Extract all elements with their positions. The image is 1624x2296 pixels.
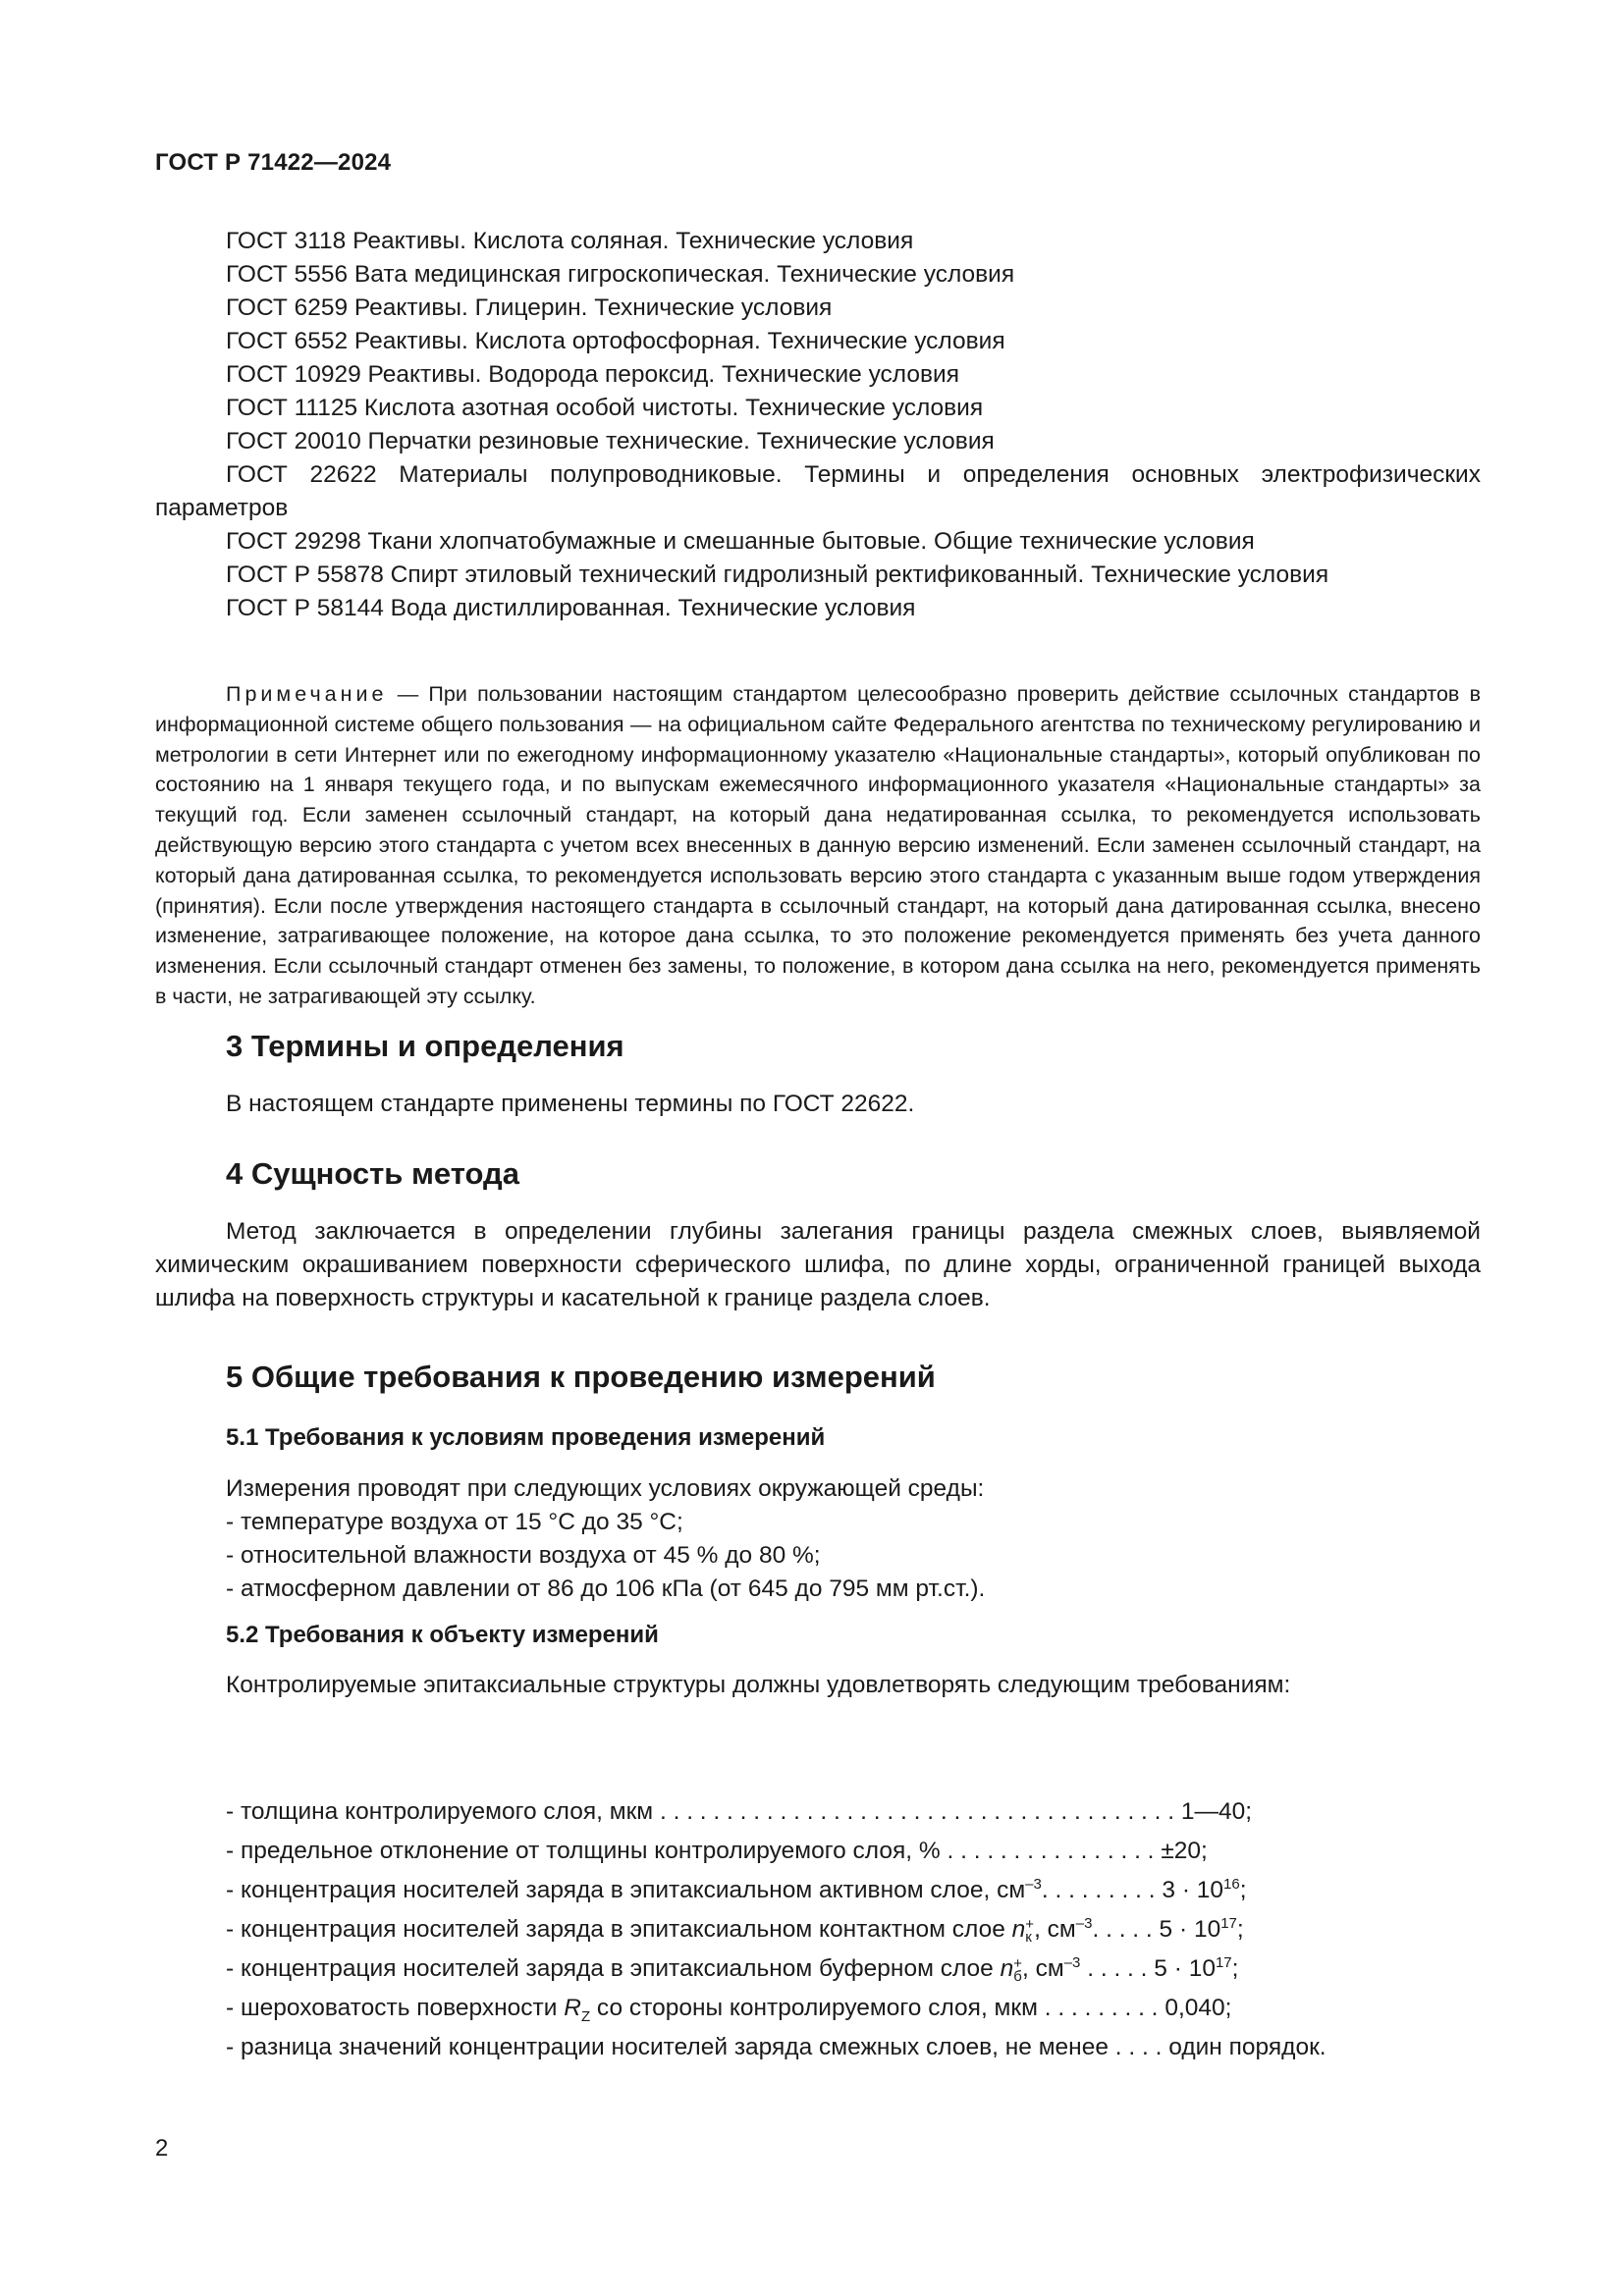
- requirement-row: - толщина контролируемого слоя, мкм . . . . . . . . . . . . . . . . . . . . . . . . . . . . . . . . . . . . . . . 1—40;: [226, 1798, 1253, 1825]
- requirement-value: 0,040;: [1164, 1995, 1232, 2021]
- note-label: Примечание: [226, 682, 388, 706]
- requirement-value: 3 · 10: [1162, 1877, 1224, 1903]
- dot-leader: . . . . .: [1092, 1916, 1160, 1943]
- reference-item: ГОСТ 5556 Вата медицинская гигроскопическая. Технические условия: [226, 261, 1015, 288]
- reference-item: ГОСТ Р 55878 Спирт этиловый технический гидролизный ректификованный. Технические условия: [226, 561, 1329, 588]
- reference-item: ГОСТ 22622 Материалы полупроводниковые. Термины и определения основных электрофизических параметров: [155, 461, 1481, 521]
- object-requirements-intro: Контролируемые эпитаксиальные структуры должны удовлетворять следующим требованиям:: [226, 1672, 1291, 1698]
- reference-item: ГОСТ 6259 Реактивы. Глицерин. Технические условия: [226, 294, 833, 321]
- dot-leader: . . . .: [1108, 2034, 1169, 2060]
- requirement-row: - разница значений концентрации носителей заряда смежных слоев, не менее . . . . один порядок.: [226, 2034, 1326, 2060]
- requirement-value: ±20;: [1161, 1838, 1208, 1864]
- note-text: — При пользовании настоящим стандартом целесообразно проверить действие ссылочных стандартов в информационной системе общего пользования — на официальном сайте Федерального агентства по техническому регулированию и метрологии в сети Интернет или по ежегодному информационному указателю «Национальные стандарты», который опубликован по состоянию на 1 января текущего года, и по выпускам ежемесячного информационного указателя «Национальные стандарты» за текущий год. Если заменен ссылочный стандарт, на который дана недатированная ссылка, то рекомендуется использовать действующую версию этого стандарта с учетом всех внесенных в данную версию изменений. Если заменен ссылочный стандарт, на который дана датированная ссылка, то рекомендуется использовать версию этого стандарта с указанным выше годом утверждения (принятия). Если после утверждения настоящего стандарта в ссылочный стандарт, на который дана датированная ссылка, внесено изменение, затрагивающее положение, на которое дана ссылка, то это положение рекомендуется применять без учета данного изменения. Если ссылочный стандарт отменен без замены, то положение, в котором дана ссылка на него, рекомендуется применять в части, не затрагивающей эту ссылку.: [155, 682, 1481, 1008]
- requirement-row: - концентрация носителей заряда в эпитаксиальном контактном слое n + к , $см^{-3}$. . . . . $5 \cdot 10^{17}$;: [226, 1914, 1244, 1946]
- reference-item: ГОСТ Р 58144 Вода дистиллированная. Технические условия: [226, 595, 916, 621]
- requirement-value: 5 · 10: [1159, 1916, 1221, 1943]
- section-4-text: Метод заключается в определении глубины залегания границы раздела смежных слоев, выявляемой химическим окрашиванием поверхности сферического шлифа, по длине хорды, ограниченной границей выхода шлифа на поверхность структуры и касательной к границе раздела слоев.: [155, 1218, 1481, 1311]
- condition-item: - относительной влажности воздуха от 45 % до 80 %;: [226, 1542, 821, 1569]
- reference-item: ГОСТ 20010 Перчатки резиновые технические. Технические условия: [226, 428, 995, 454]
- dot-leader: . . . . . . . . .: [1041, 1877, 1163, 1903]
- requirement-value: один порядок.: [1168, 2034, 1326, 2060]
- condition-item: - температуре воздуха от 15 °С до 35 °С;: [226, 1509, 683, 1535]
- section-4-title: 4 Сущность метода: [226, 1156, 519, 1191]
- subsection-5-2-title: 5.2 Требования к объекту измерений: [226, 1622, 659, 1648]
- subsection-5-1-title: 5.1 Требования к условиям проведения измерений: [226, 1424, 826, 1451]
- requirement-value: 1—40;: [1180, 1798, 1253, 1825]
- condition-item: - атмосферном давлении от 86 до 106 кПа (от 645 до 795 мм рт.ст.).: [226, 1575, 986, 1602]
- conditions-list: [226, 1472, 1483, 1606]
- note-paragraph: [155, 679, 1481, 1012]
- reference-item: ГОСТ 3118 Реактивы. Кислота соляная. Технические условия: [226, 228, 914, 254]
- dot-leader: . . . . . . . . . . . . . . . .: [940, 1838, 1162, 1864]
- section-3-title: 3 Термины и определения: [226, 1029, 624, 1063]
- dot-leader: . . . . . . . . .: [1037, 1995, 1165, 2021]
- requirement-row: - концентрация носителей заряда в эпитаксиальном активном слое, $см^{-3}$. . . . . . . . . $3 \cdot 10^{16}$;: [226, 1875, 1247, 1903]
- object-requirements-intro-block: [226, 1669, 1483, 1702]
- requirement-value: 5 · 10: [1154, 1955, 1216, 1982]
- reference-item: ГОСТ 10929 Реактивы. Водорода пероксид. Технические условия: [226, 361, 959, 388]
- requirement-row: - предельное отклонение от толщины контролируемого слоя, % . . . . . . . . . . . . . . . . ±20;: [226, 1838, 1208, 1864]
- section-5-title: 5 Общие требования к проведению измерений: [226, 1360, 936, 1394]
- reference-item: ГОСТ 29298 Ткани хлопчатобумажные и смешанные бытовые. Общие технические условия: [226, 528, 1255, 555]
- requirement-row: - концентрация носителей заряда в эпитаксиальном буферном слое n + б , $см^{-3}$ . . . . . $5 \cdot 10^{17}$;: [226, 1953, 1239, 1985]
- object-requirements-list: [226, 1792, 1483, 2067]
- requirement-row: - шероховатость поверхности $R_Z$ со стороны контролируемого слоя, мкм . . . . . . . . . 0,040;: [226, 1995, 1232, 2025]
- dot-leader: . . . . .: [1080, 1955, 1155, 1982]
- section-3-text: В настоящем стандарте применены термины по ГОСТ 22622.: [226, 1091, 915, 1117]
- document-code-header: ГОСТ Р 71422—2024: [155, 149, 392, 176]
- normative-references-list: [155, 225, 1481, 625]
- reference-item: ГОСТ 11125 Кислота азотная особой чистоты. Технические условия: [226, 395, 984, 421]
- page-number: 2: [155, 2135, 169, 2162]
- reference-item: ГОСТ 6552 Реактивы. Кислота ортофосфорная. Технические условия: [226, 328, 1005, 354]
- dot-leader: . . . . . . . . . . . . . . . . . . . . . . . . . . . . . . . . . . . . . . .: [653, 1798, 1181, 1825]
- conditions-intro: Измерения проводят при следующих условиях окружающей среды:: [226, 1475, 985, 1502]
